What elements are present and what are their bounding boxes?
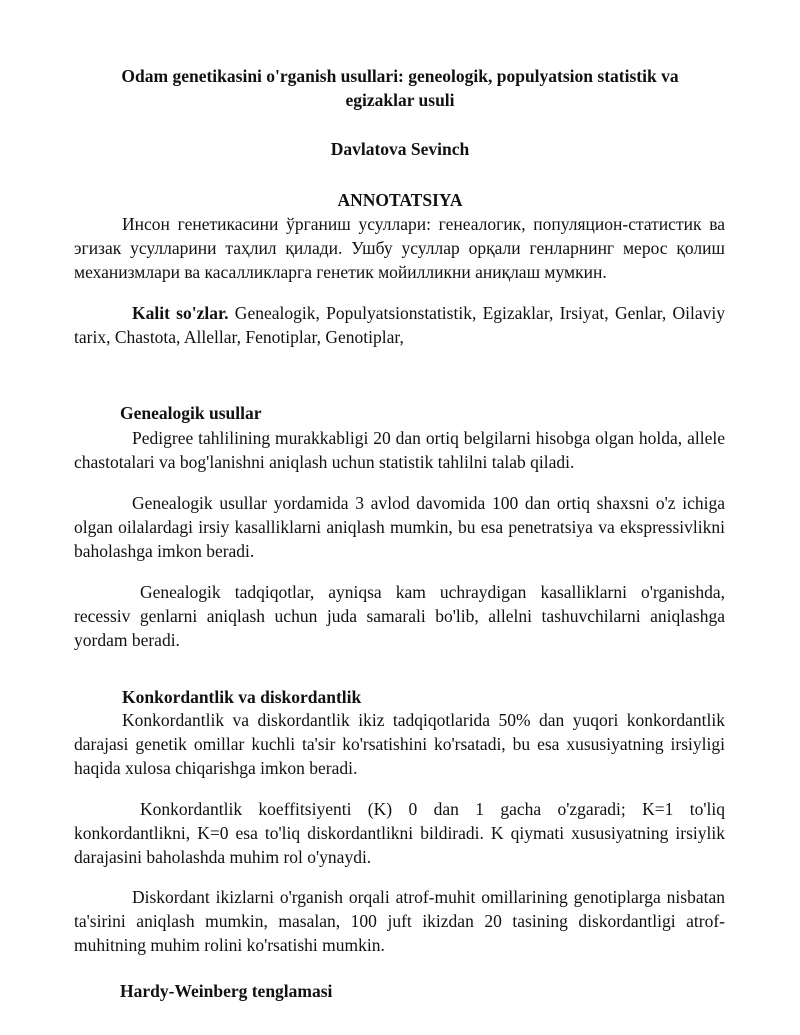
annotation-text: Инсон генетикасини ўрганиш усуллари: генеалогик, популяцион-статистик ва эгизак усулларини таҳлил қилади. Ушбу усуллар орқали генларнинг мерос қолиш механизмлари ва касалликларга генетик мойилликни аниқлаш мумкин. <box>74 214 725 282</box>
section-paragraph: Genealogik usullar yordamida 3 avlod davomida 100 dan ortiq shaxsni o'z ichiga olgan oilalardagi irsiy kasalliklarni aniqlash mumkin, bu esa penetratsiya va ekspressivlikni baholashga imkon beradi. <box>74 493 725 561</box>
keywords-label: Kalit so'zlar. <box>132 303 229 323</box>
annotation-heading: ANNOTATSIYA <box>337 190 463 210</box>
section-paragraph: Pedigree tahlilining murakkabligi 20 dan ortiq belgilarni hisobga olgan holda, allele chastotalari va bog'lanishni aniqlash uchun statistik tahlilni talab qiladi. <box>74 428 725 472</box>
section-heading-konkordantlik: Konkordantlik va diskordantlik <box>122 687 362 707</box>
section-heading-hardy-weinberg: Hardy-Weinberg tenglamasi <box>120 981 333 1001</box>
section-paragraph: Konkordantlik koeffitsiyenti (K) 0 dan 1 gacha o'zgaradi; K=1 to'liq konkordantlikni, K=0 esa to'liq diskordantlikni bildiradi. K qiymati xususiyatning irsiylik darajasini baholashda muhim rol o'ynaydi. <box>74 799 725 867</box>
keywords-paragraph <box>74 301 725 349</box>
keywords-text: Genealogik, Populyatsionstatistik, Egizaklar, Irsiyat, Genlar, Oilaviy tarix, Chastota, Allellar, Fenotiplar, Genotiplar, <box>74 303 725 347</box>
author-name: Davlatova Sevinch <box>330 139 470 159</box>
section-paragraph: Konkordantlik va diskordantlik ikiz tadqiqotlarida 50% dan yuqori konkordantlik darajasi genetik omillar kuchli ta'sir ko'rsatishini ko'rsatadi, bu esa xususiyatning irsiyligi haqida xulosa chiqarishga imkon beradi. <box>74 710 725 778</box>
document-title: Odam genetikasini o'rganish usullari: geneologik, populyatsion statistik va egizaklar usuli <box>121 66 679 110</box>
section-paragraph: Genealogik tadqiqotlar, ayniqsa kam uchraydigan kasalliklarni o'rganishda, recessiv genlarni aniqlash uchun juda samarali bo'lib, allelni tashuvchilarni aniqlashga yordam beradi. <box>74 582 725 650</box>
section-heading-genealogik: Genealogik usullar <box>120 403 262 423</box>
section-paragraph: Diskordant ikizlarni o'rganish orqali atrof-muhit omillarining genotiplarga nisbatan ta'sirini aniqlash mumkin, masalan, 100 juft ikizdan 20 tasining diskordantligi atrof-muhitning muhim rolini ko'rsatishi mumkin. <box>74 887 725 955</box>
